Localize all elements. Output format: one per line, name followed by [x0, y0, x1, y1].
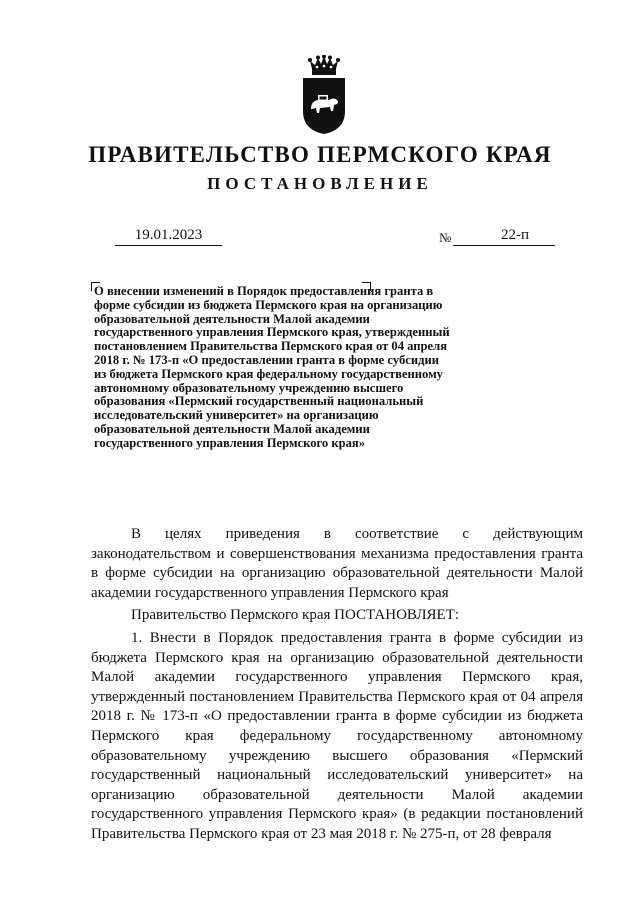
item-1-paragraph: 1. Внести в Порядок предоставления гранта в форме субсидии из бюджета Пермского края на организацию образовательной деятельности Малой академии государственного управления Пермского края, утвержденный постановлением Правительства Пермского края от 04 апреля 2018 г. № 173-п «О предоставлении гранта в форме субсидии из бюджета Пермского края федеральному государственному автономному образовательному учреждению высшего образования «Пермский государственный национальный исследовательский университет» на организацию образовательной деятельности Малой академии государственного управления Пермского края» (в редакции постановлений Правительства Пермского края от 23 мая 2018 г. № 275-п, от 28 февраля — [91, 629, 583, 842]
document-body — [91, 525, 583, 845]
document-number: 22-п — [500, 227, 529, 243]
organization-title: ПРАВИТЕЛЬСТВО ПЕРМСКОГО КРАЯ — [88, 142, 552, 167]
resolution-paragraph: Правительство Пермского края ПОСТАНОВЛЯЕТ: — [131, 607, 460, 624]
document-subject: О внесении изменений в Порядок предоставления гранта в форме субсидии из бюджета Пермского края на организацию образовательной деятельности Малой академии государственного управления Пермского края, утвержденный постановлением Правительства Пермского края от 04 апреля 2018 г. № 173-п «О предоставлении гранта в форме субсидии из бюджета Пермского края федеральному государственному автономному образовательному учреждению высшего образования «Пермский государственный национальный исследовательский университет» на организацию образовательной деятельности Малой академии государственного управления Пермского края» — [94, 284, 450, 450]
preamble-paragraph: В целях приведения в соответствие с действующим законодательством и совершенствования механизма предоставления гранта в форме субсидии на организацию образовательной деятельности Малой академии государственного управления Пермского края — [91, 526, 583, 601]
document-type-title: ПОСТАНОВЛЕНИЕ — [207, 174, 433, 193]
coat-of-arms-icon — [298, 55, 350, 135]
number-label: № — [439, 230, 452, 245]
document-number-field — [453, 227, 555, 246]
document-date: 19.01.2023 — [115, 227, 222, 246]
